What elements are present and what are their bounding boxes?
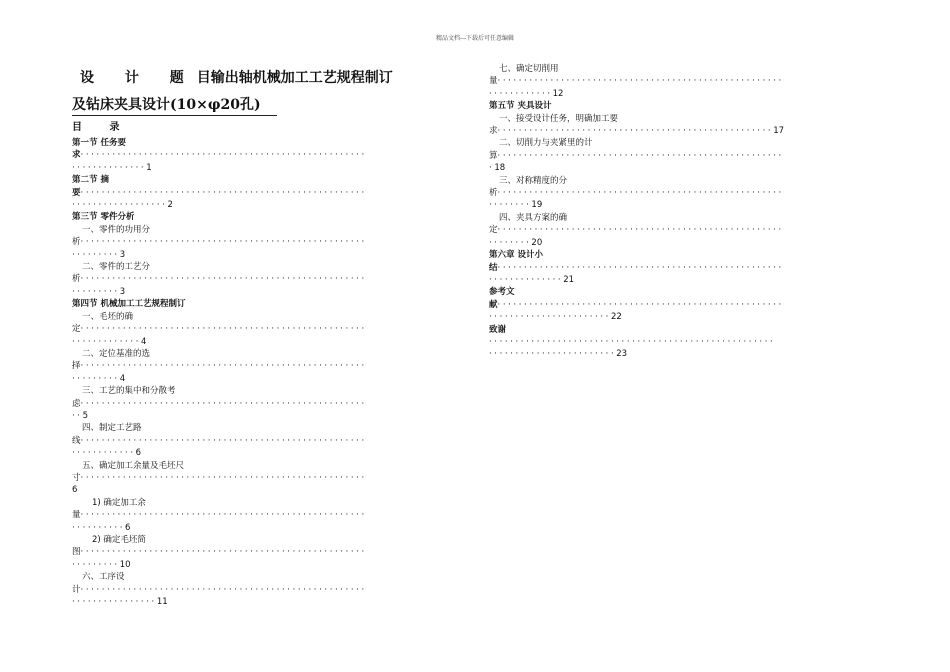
toc-page-number: 6: [72, 485, 78, 496]
dot-leader: ·········: [72, 286, 120, 297]
dot-leader: ······················································: [80, 324, 367, 335]
toc-entry-label-tail: 求: [489, 126, 498, 137]
toc-entry-label-tail: 算: [489, 150, 498, 161]
toc-page-number: 6: [125, 522, 131, 533]
dot-leader: ······················································: [497, 150, 784, 161]
toc-entry[interactable]: [489, 63, 874, 100]
toc-entry-label: 致谢: [489, 324, 507, 335]
dot-leader: ······················································: [80, 547, 367, 558]
toc-entry-label-tail: 析: [489, 188, 498, 199]
toc-entry[interactable]: [72, 261, 460, 298]
toc-page-number: 11: [156, 597, 168, 608]
toc-entry-label-tail: 寸: [72, 472, 81, 483]
toc-entry-label-tail: 结: [489, 262, 498, 273]
dot-leader: ········: [489, 237, 532, 248]
toc-entry[interactable]: [72, 460, 460, 497]
toc-entry[interactable]: [72, 534, 460, 571]
dot-leader: ······················································: [497, 262, 784, 273]
toc-entry[interactable]: [72, 211, 460, 223]
toc-entry-label-tail: 择: [72, 361, 81, 372]
toc-page-number: 23: [616, 349, 628, 360]
toc-entry[interactable]: [489, 113, 874, 138]
toc-page-number: 21: [563, 274, 575, 285]
toc-page-number: 3: [119, 286, 126, 297]
toc-entry-label-tail: 求: [72, 150, 81, 161]
toc-page-number: 19: [531, 200, 543, 211]
dot-leader: ··········: [72, 522, 126, 533]
dot-leader: ······················································: [489, 336, 776, 347]
toc-page-number: 5: [82, 410, 89, 421]
toc-entry[interactable]: [72, 422, 460, 459]
toc-entry[interactable]: [72, 497, 460, 534]
toc-entry[interactable]: [72, 348, 460, 385]
dot-leader: ············: [72, 448, 136, 459]
dot-leader: ··: [72, 410, 83, 421]
toc-entry[interactable]: [489, 324, 874, 361]
toc-entry-label: 二、切削力与夹紧里的计: [499, 138, 593, 149]
dot-leader: ······················································: [80, 237, 367, 248]
dot-leader: ·············: [72, 336, 141, 347]
toc-entry-label: 第六章 设计小: [489, 250, 543, 261]
toc-page-number: 6: [135, 448, 142, 459]
dot-leader: ········: [489, 200, 532, 211]
toc-entry-label: 第一节 任务要: [72, 138, 126, 148]
toc-page-number: 4: [140, 336, 147, 347]
toc-heading: 目 录: [72, 122, 132, 133]
dot-leader: ······················································: [497, 188, 784, 199]
toc-page-number: 17: [773, 126, 785, 137]
toc-entry[interactable]: [72, 571, 460, 608]
toc-entry[interactable]: [72, 385, 460, 422]
toc-entry-label: 一、零件的功用分: [82, 224, 151, 235]
dot-leader: ······················································: [80, 274, 367, 285]
dot-leader: ····················································: [497, 126, 774, 137]
toc-entry-label-tail: 线: [72, 435, 81, 446]
dot-leader: ······················································: [80, 472, 367, 483]
dot-leader: ······················································: [497, 76, 784, 87]
toc-entry-label-tail: 量: [489, 76, 498, 87]
toc-page-number: 20: [531, 237, 543, 248]
toc-entry[interactable]: [72, 224, 460, 261]
toc-entry-label-tail: 定: [72, 324, 81, 335]
toc-entry-label: 参考文: [489, 287, 515, 298]
toc-entry[interactable]: [72, 298, 460, 310]
toc-entry-label: 一、毛坯的确: [82, 311, 134, 322]
dot-leader: ······················································: [497, 225, 784, 236]
toc-entry-label: 二、零件的工艺分: [82, 262, 151, 273]
toc-page-number: 2: [167, 200, 173, 211]
toc-entry-label: 第四节 机械加工工艺规程制订: [72, 299, 186, 310]
toc-entry[interactable]: [72, 137, 460, 174]
toc-entry-label-tail: 析: [72, 237, 81, 248]
dot-leader: ······················································: [80, 361, 367, 372]
toc-entry-label: 七、确定切削用: [499, 64, 559, 74]
toc-entry-label: 三、工艺的集中和分散考: [82, 386, 176, 397]
toc-entry-label: 2) 确定毛坯简: [92, 535, 146, 545]
toc-entry-label: 六、工序设: [82, 572, 125, 583]
dot-leader: ······················································: [80, 187, 367, 198]
toc-entry-label-tail: 析: [72, 274, 81, 285]
dot-leader: ·: [489, 163, 495, 174]
dot-leader: ·········: [72, 373, 120, 384]
toc-page-number: 18: [494, 163, 506, 174]
dot-leader: ······················································: [497, 299, 784, 310]
page-header: 精品文档---下载后可任意编辑: [435, 35, 515, 42]
toc-page-number: 1: [146, 162, 152, 173]
toc-entry[interactable]: [489, 249, 874, 286]
dot-leader: ······················································: [80, 584, 367, 595]
toc-entry-label-tail: 计: [72, 584, 81, 595]
document-title-line2: 及钻床夹具设计(10×φ20孔): [72, 94, 277, 116]
dot-leader: ·······················: [489, 312, 611, 323]
toc-page-number: 10: [119, 559, 131, 570]
dot-leader: ············: [489, 88, 553, 99]
toc-entry[interactable]: [489, 286, 874, 323]
toc-entry[interactable]: [72, 174, 460, 211]
dot-leader: ··················: [72, 200, 168, 211]
dot-leader: ······················································: [80, 398, 367, 409]
dot-leader: ··············: [489, 274, 564, 285]
toc-entry-label: 一、接受设计任务，明确加工要: [499, 113, 619, 124]
toc-entry-label-tail: 量: [72, 510, 81, 521]
toc-entry-label-tail: 图: [72, 547, 81, 558]
toc-entry-label: 1) 确定加工余: [92, 497, 146, 508]
toc-entry[interactable]: [72, 311, 460, 348]
title-main: 目输出轴机械加工工艺规程制订: [196, 70, 393, 86]
toc-entry[interactable]: [489, 175, 874, 212]
document-title-line1: [72, 67, 393, 87]
toc-page-number: 12: [552, 88, 564, 99]
toc-entry-label: 四、制定工艺路: [82, 423, 142, 434]
toc-entry[interactable]: [489, 137, 874, 174]
dot-leader: ·········: [72, 249, 120, 260]
toc-entry-label: 第二节 摘: [72, 175, 109, 186]
toc-entry-label: 五、确定加工余量及毛坯尺: [82, 460, 185, 471]
toc-entry-label: 第五节 夹具设计: [489, 101, 552, 112]
dot-leader: ······················································: [80, 435, 367, 446]
dot-leader: ······················································: [80, 150, 367, 161]
toc-page-number: 22: [610, 312, 622, 323]
dot-leader: ··············: [72, 162, 147, 173]
toc-entry-label: 二、定位基准的选: [82, 348, 151, 359]
toc-right-column: [489, 63, 874, 361]
dot-leader: ·········: [72, 559, 120, 570]
toc-entry-label-tail: 献: [489, 299, 498, 310]
toc-page-number: 4: [119, 373, 126, 384]
dot-leader: ················: [72, 597, 157, 608]
toc-entry-label: 第三节 零件分析: [72, 212, 135, 223]
toc-entry[interactable]: [489, 212, 874, 249]
dot-leader: ······················································: [80, 510, 367, 521]
toc-page-number: 3: [119, 249, 126, 260]
dot-leader: ························: [489, 349, 617, 360]
toc-entry-label-tail: 要: [72, 187, 81, 198]
toc-entry-label: 四、夹具方案的确: [499, 212, 568, 223]
toc-left-column: [72, 137, 460, 608]
toc-entry-label-tail: 定: [489, 225, 498, 236]
title-prefix: 设 计 题: [80, 70, 197, 86]
toc-entry-label: 三、对称精度的分: [499, 175, 568, 186]
toc-entry[interactable]: [489, 100, 874, 112]
toc-entry-label-tail: 虑: [72, 398, 81, 409]
